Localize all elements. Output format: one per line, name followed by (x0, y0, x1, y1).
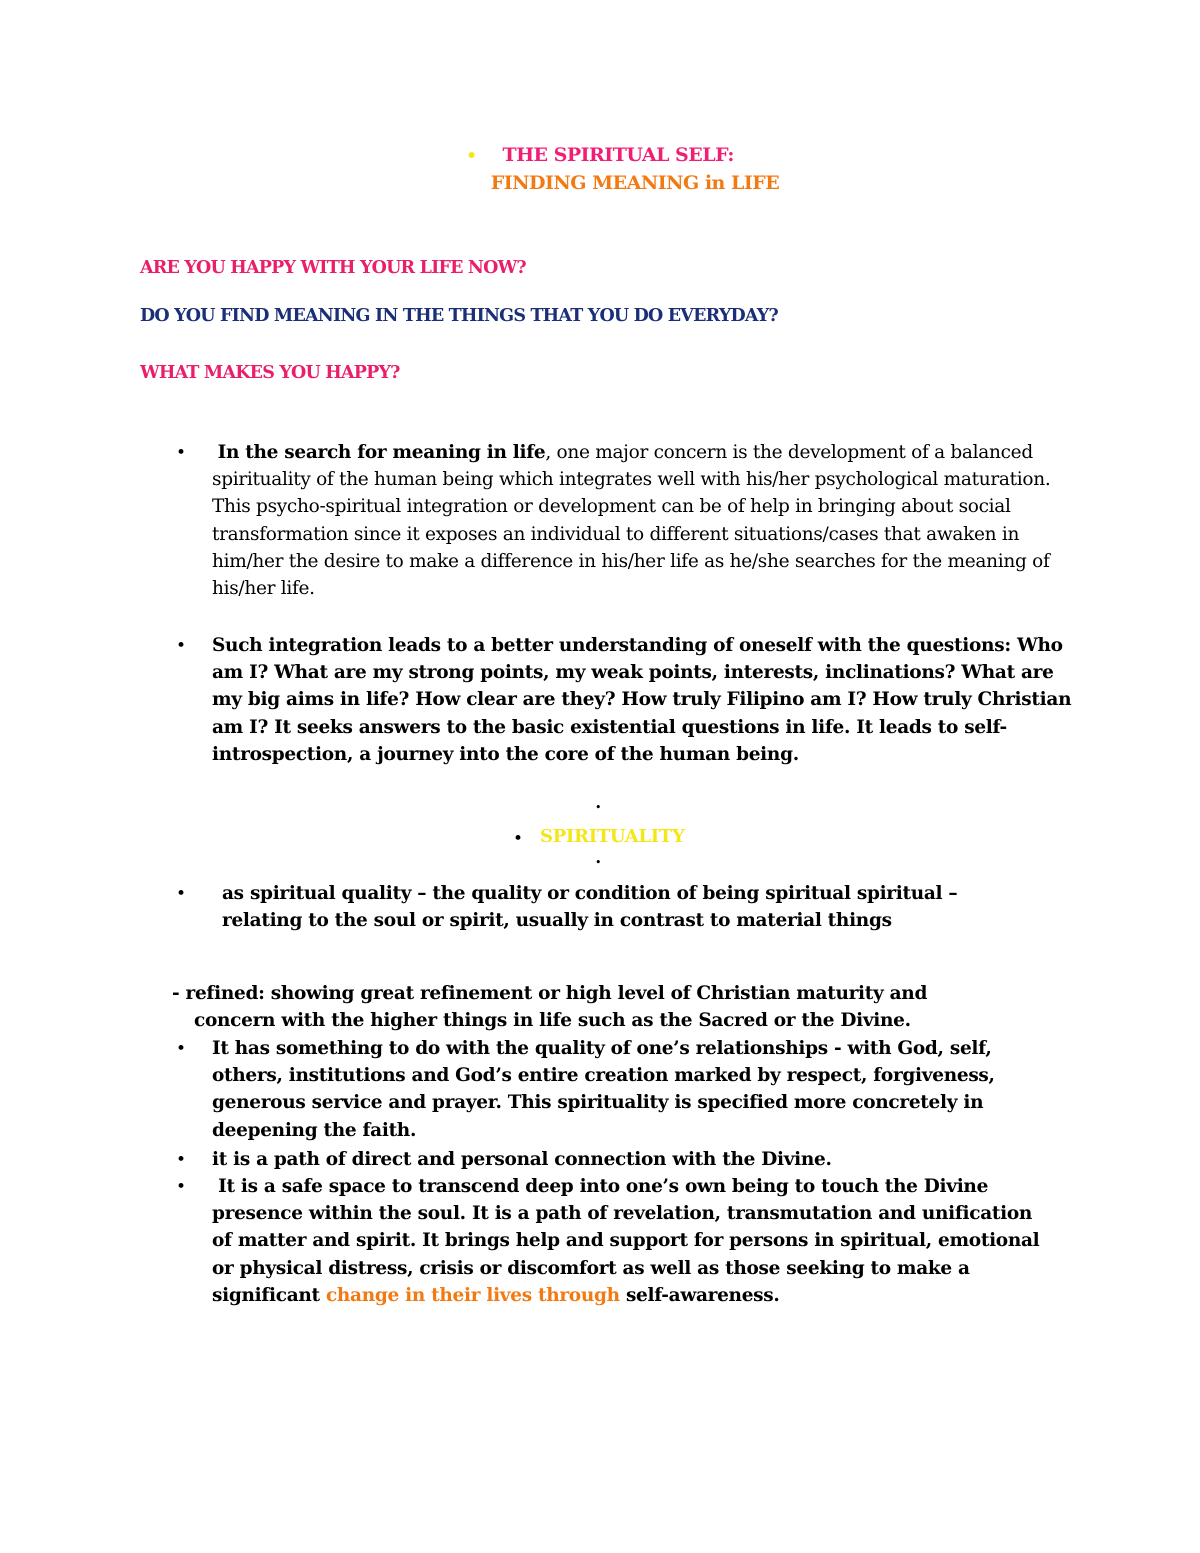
question-3: WHAT MAKES YOU HAPPY? (140, 363, 400, 383)
bullet-marker: • (176, 1039, 187, 1059)
paragraph-relationships: It has something to do with the quality of one’s relationships - with God, self, others, institutions and God’s entire creation marked by respect, forgiveness, generous service and prayer. This spirituality is specified more concretely in deepening the faith. (212, 1038, 995, 1141)
paragraph-refined (172, 980, 1052, 1034)
question-1: ARE YOU HAPPY WITH YOUR LIFE NOW? (140, 258, 526, 278)
paragraph-body: It is a safe space to transcend deep into one’s own being to touch the Divine presence within the soul. It is a path of revelation, transmutation and unification of matter and spirit. It brings help and support for persons in spiritual, emotional or physical distress, crisis or discomfort as well as those seeking to make a significant (212, 1176, 1040, 1306)
bullet-marker: • (176, 443, 187, 463)
title-line-1: THE SPIRITUAL SELF: (502, 144, 734, 166)
bullet-marker: • (176, 636, 187, 656)
document-title (0, 144, 1200, 166)
paragraph-lead: In the search for meaning in life (217, 442, 546, 463)
paragraph-integration: Such integration leads to a better understanding of oneself with the questions: Who am I? What are my strong points, my weak points, interests, inclinations? What are my big aims in life? How clear are they? How truly Filipino am I? How truly Christian am I? It seeks answers to the basic existential questions in life. It leads to self-introspection, a journey into the core of the human being. (212, 635, 1072, 765)
paragraph-safe-space (212, 1173, 1052, 1309)
highlighted-phrase: change in their lives through (325, 1284, 620, 1306)
bullet-marker: • (513, 829, 524, 849)
title-bullet: • (466, 146, 477, 166)
refined-line-2: concern with the higher things in life such as the Sacred or the Divine. (194, 1010, 911, 1031)
bullet-marker: • (176, 1150, 187, 1170)
paragraph-tail: self-awareness. (619, 1284, 780, 1306)
refined-line-1: - refined: showing great refinement or high level of Christian maturity and (172, 983, 928, 1004)
bullet-marker: • (595, 801, 602, 814)
document-subtitle: FINDING MEANING in LIFE (490, 172, 780, 194)
paragraph-direct-connection: it is a path of direct and personal connection with the Divine. (212, 1149, 832, 1170)
paragraph-spiritual-quality: as spiritual quality – the quality or condition of being spiritual spiritual – relating to the soul or spirit, usually in contrast to material things (222, 883, 958, 932)
section-title-spirituality: SPIRITUALITY (540, 826, 685, 847)
paragraph-search-for-meaning (212, 439, 1072, 602)
question-2: DO YOU FIND MEANING IN THE THINGS THAT YOU DO EVERYDAY? (140, 306, 778, 326)
bullet-marker: • (176, 1177, 187, 1197)
paragraph-body: , one major concern is the development of a balanced spirituality of the human being which integrates well with his/her psychological maturation. This psycho-spiritual integration or development can be of help in bringing about social transformation since it exposes an individual to different situations/cases that awaken in him/her the desire to make a difference in his/her life as he/she searches for the meaning of his/her life. (212, 442, 1051, 600)
bullet-marker: • (176, 884, 187, 904)
bullet-marker: • (595, 856, 602, 869)
